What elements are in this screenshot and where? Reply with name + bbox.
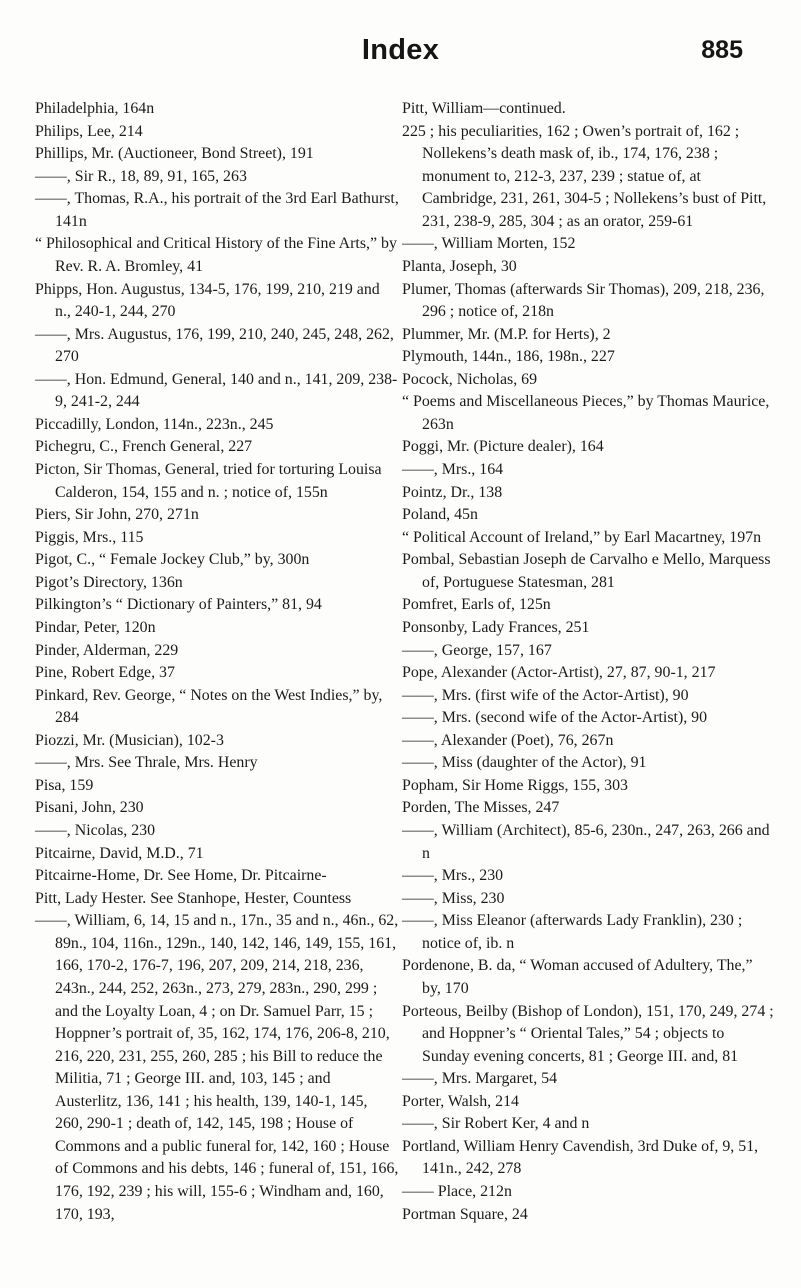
- index-entry: Philadelphia, 164n: [35, 100, 155, 117]
- index-entry: ——, William, 6, 14, 15 and n., 17n., 35 and n., 46n., 62, 89n., 104, 116n., 129n., 140, 142, 146, 149, 155, 161, 166, 170-2, 176-7, 196, 207, 209, 214, 218, 236, 243n., 244, 252, 263n., 273, 279, 283n., 290, 299 ; and the Loyalty Loan, 4 ; on Dr. Samuel Parr, 15 ; Hoppner’s portrait of, 35, 162, 174, 176, 206-8, 210, 216, 220, 231, 255, 260, 285 ; his Bill to reduce the Militia, 71 ; George III. and, 103, 145 ; and Austerlitz, 136, 141 ; his health, 139, 140-1, 145, 260, 290-1 ; death of, 142, 145, 198 ; House of Commons and a public funeral for, 142, 160 ; House of Commons and his debts, 146 ; funeral of, 151, 166, 176, 192, 239 ; his will, 155-6 ; Windham and, 160, 170, 193,: [35, 912, 399, 1223]
- index-entry: Pitt, William—continued.: [402, 100, 566, 117]
- index-entry: Pocock, Nicholas, 69: [402, 370, 538, 388]
- index-entry: ——, Sir R., 18, 89, 91, 165, 263: [35, 167, 247, 185]
- index-entry: Pilkington’s “ Dictionary of Painters,” 81, 94: [35, 596, 322, 614]
- index-entry: Poland, 45n: [402, 506, 478, 524]
- index-entry: ——, Mrs. (first wife of the Actor-Artist), 90: [402, 686, 689, 704]
- index-entry: Pichegru, C., French General, 227: [35, 438, 253, 456]
- index-entry: Poggi, Mr. (Picture dealer), 164: [402, 438, 604, 456]
- index-entry: Pindar, Peter, 120n: [35, 618, 156, 636]
- index-entry: Pinkard, Rev. George, “ Notes on the West Indies,” by, 284: [35, 686, 383, 727]
- index-entry: Plumer, Thomas (afterwards Sir Thomas), 209, 218, 236, 296 ; notice of, 218n: [402, 280, 765, 321]
- index-entry: 225 ; his peculiarities, 162 ; Owen’s portrait of, 162 ; Nollekens’s death mask of, ib., 174, 176, 238 ; monument to, 212-3, 237, 239 ; statue of, at Cambridge, 231, 261, 304-5 ; Nollekens’s bust of Pitt, 231, 238-9, 285, 304 ; as an orator, 259-61: [402, 122, 767, 230]
- index-entry: ——, Miss, 230: [402, 889, 505, 907]
- index-entry: Porter, Walsh, 214: [402, 1092, 519, 1110]
- index-entry: Piggis, Mrs., 115: [35, 528, 144, 546]
- index-entry: Pombal, Sebastian Joseph de Carvalho e Mello, Marquess of, Portuguese Statesman, 281: [402, 551, 771, 591]
- right-column: [402, 98, 774, 1226]
- index-entry: —— Place, 212n: [402, 1183, 512, 1200]
- page-title: Index: [361, 34, 440, 66]
- index-entry: Ponsonby, Lady Frances, 251: [402, 618, 590, 636]
- index-entry: Pisani, John, 230: [35, 799, 144, 817]
- index-entry: Piozzi, Mr. (Musician), 102-3: [35, 731, 224, 749]
- index-entry: ——, Nicolas, 230: [35, 822, 156, 839]
- index-entry: ——, Hon. Edmund, General, 140 and n., 141, 209, 238-9, 241-2, 244: [35, 370, 398, 411]
- index-entry: “ Poems and Miscellaneous Pieces,” by Thomas Maurice, 263n: [402, 393, 770, 433]
- index-entry: Piccadilly, London, 114n., 223n., 245: [35, 415, 274, 433]
- index-entry: Pordenone, B. da, “ Woman accused of Adultery, The,” by, 170: [402, 957, 753, 997]
- index-entry: Phillips, Mr. (Auctioneer, Bond Street), 191: [35, 145, 314, 163]
- index-entry: ——, Sir Robert Ker, 4 and n: [402, 1115, 590, 1133]
- index-entry: ——, William Morten, 152: [402, 235, 576, 253]
- index-entry: Portland, William Henry Cavendish, 3rd Duke of, 9, 51, 141n., 242, 278: [402, 1137, 759, 1178]
- index-entry: Planta, Joseph, 30: [402, 257, 517, 275]
- index-entry: Pigot, C., “ Female Jockey Club,” by, 300n: [35, 551, 310, 569]
- index-entry: ——, Mrs. (second wife of the Actor-Artist), 90: [402, 709, 708, 727]
- index-entry: Pitcairne-Home, Dr. See Home, Dr. Pitcairne-: [35, 867, 327, 885]
- page-number: 885: [701, 36, 743, 64]
- page-header: [0, 34, 801, 74]
- index-entry: Piers, Sir John, 270, 271n: [35, 506, 199, 524]
- index-entry: Pointz, Dr., 138: [402, 483, 503, 501]
- index-entry: ——, Thomas, R.A., his portrait of the 3rd Earl Bathurst, 141n: [35, 190, 399, 230]
- index-entry: “ Political Account of Ireland,” by Earl Macartney, 197n: [402, 528, 762, 546]
- index-entry: ——, William (Architect), 85-6, 230n., 247, 263, 266 and n: [402, 822, 770, 862]
- index-entry: ——, Mrs., 164: [402, 461, 504, 478]
- index-entry: Pitt, Lady Hester. See Stanhope, Hester, Countess: [35, 889, 352, 907]
- index-entry: Pitcairne, David, M.D., 71: [35, 844, 204, 862]
- index-entry: ——, Alexander (Poet), 76, 267n: [402, 731, 614, 749]
- index-entry: Picton, Sir Thomas, General, tried for torturing Louisa Calderon, 154, 155 and n. ; notice of, 155n: [35, 461, 382, 501]
- index-entry: ——, Mrs. See Thrale, Mrs. Henry: [35, 754, 258, 772]
- index-entry: ——, Miss (daughter of the Actor), 91: [402, 754, 647, 772]
- index-entry: Pinder, Alderman, 229: [35, 641, 179, 659]
- index-entry: Pisa, 159: [35, 776, 94, 794]
- index-entry: ——, Miss Eleanor (afterwards Lady Franklin), 230 ; notice of, ib. n: [402, 912, 743, 952]
- index-entry: Pigot’s Directory, 136n: [35, 573, 183, 591]
- index-entry: Philips, Lee, 214: [35, 122, 143, 140]
- index-entry: Porteous, Beilby (Bishop of London), 151, 170, 249, 274 ; and Hoppner’s “ Oriental Tales,” 54 ; objects to Sunday evening concerts, 81 ; George III. and, 81: [402, 1002, 774, 1065]
- index-entry: Plummer, Mr. (M.P. for Herts), 2: [402, 325, 611, 343]
- index-entry: Phipps, Hon. Augustus, 134-5, 176, 199, 210, 219 and n., 240-1, 244, 270: [35, 280, 380, 321]
- index-entry: Pine, Robert Edge, 37: [35, 664, 175, 682]
- index-entry: Popham, Sir Home Riggs, 155, 303: [402, 776, 629, 794]
- index-entry: Portman Square, 24: [402, 1205, 528, 1223]
- index-entry: ——, Mrs. Augustus, 176, 199, 210, 240, 245, 248, 262, 270: [35, 325, 394, 366]
- index-entry: “ Philosophical and Critical History of the Fine Arts,” by Rev. R. A. Bromley, 41: [35, 235, 397, 275]
- left-column: [35, 98, 399, 1226]
- index-entry: Pope, Alexander (Actor-Artist), 27, 87, 90-1, 217: [402, 664, 716, 682]
- index-entry: Pomfret, Earls of, 125n: [402, 596, 551, 614]
- index-entry: ——, Mrs., 230: [402, 867, 504, 885]
- index-entry: Plymouth, 144n., 186, 198n., 227: [402, 348, 615, 366]
- index-entry: ——, George, 157, 167: [402, 641, 552, 659]
- index-entry: Porden, The Misses, 247: [402, 799, 560, 817]
- index-entry: ——, Mrs. Margaret, 54: [402, 1070, 558, 1088]
